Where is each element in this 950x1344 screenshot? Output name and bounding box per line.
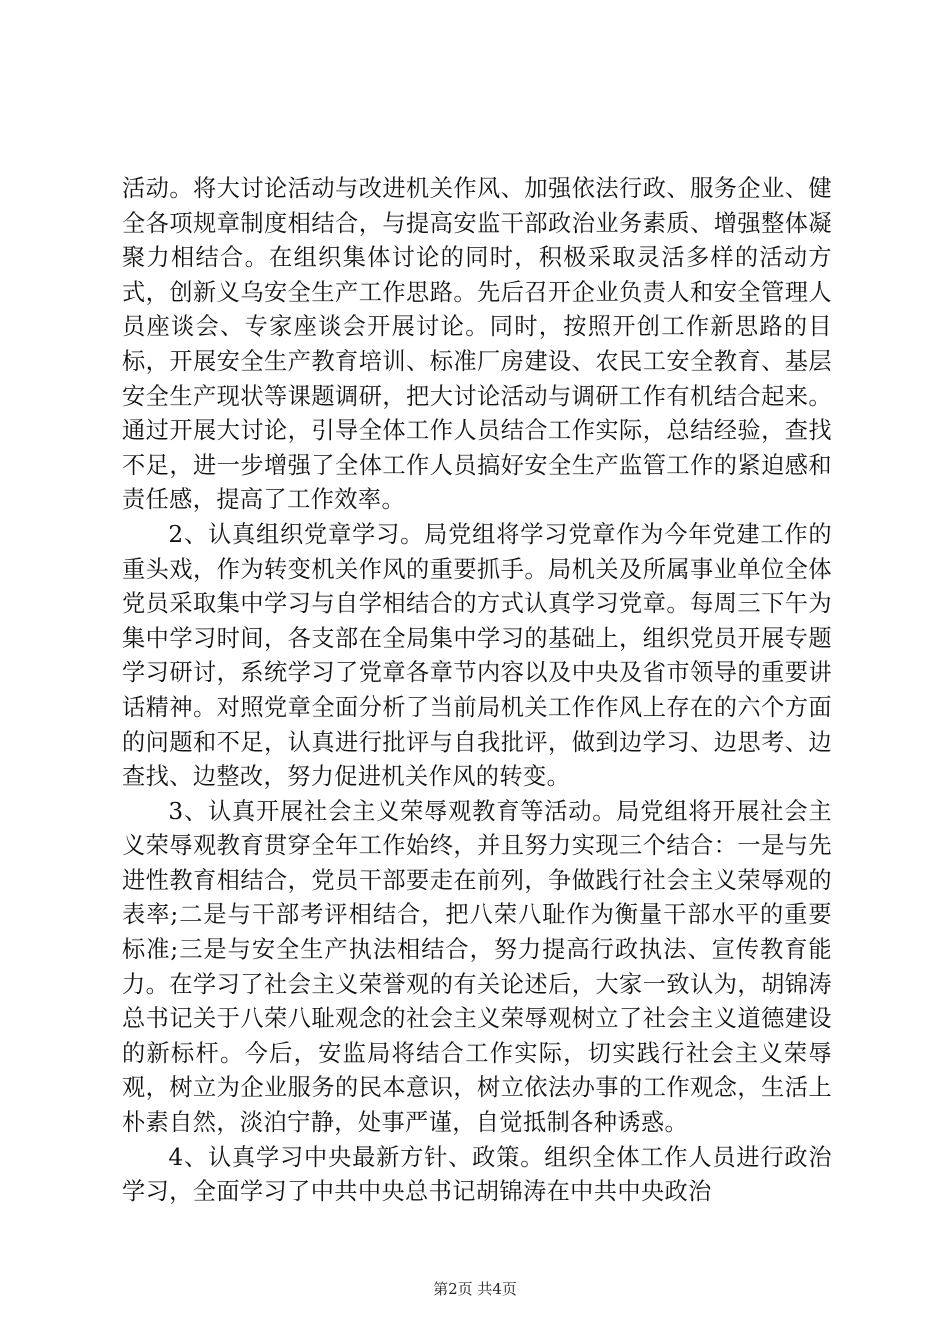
paragraph-socialist-honor-education: 3、认真开展社会主义荣辱观教育等活动。局党组将开展社会主义荣辱观教育贯穿全年工作始终，并且努力实现三个结合：一是与先进性教育相结合，党员干部要走在前列，争做践行社会主义荣辱观的表率;二是与干部考评相结合，把八荣八耻作为衡量干部水平的重要标准;三是与安全生产执法相结合，努力提高行政执法、宣传教育能力。在学习了社会主义荣誉观的有关论述后，大家一致认为，胡锦涛总书记关于八荣八耻观念的社会主义荣辱观树立了社会主义道德建设的新标杆。今后，安监局将结合工作实际，切实践行社会主义荣辱观，树立为企业服务的民本意识，树立依法办事的工作观念，生活上朴素自然，淡泊宁静，处事严谨，自觉抵制各种诱惑。 <box>122 797 832 1137</box>
document-body <box>122 172 832 1210</box>
paragraph-central-policy-study: 4、认真学习中央最新方针、政策。组织全体工作人员进行政治学习，全面学习了中共中央总书记胡锦涛在中共中央政治 <box>122 1143 832 1206</box>
page-footer <box>0 1279 950 1299</box>
page-number-label: 第2页 共4页 <box>433 1280 517 1298</box>
paragraph-continuation: 活动。将大讨论活动与改进机关作风、加强依法行政、服务企业、健全各项规章制度相结合，与提高安监干部政治业务素质、增强整体凝聚力相结合。在组织集体讨论的同时，积极采取灵活多样的活动方式，创新义乌安全生产工作思路。先后召开企业负责人和安全管理人员座谈会、专家座谈会开展讨论。同时，按照开创工作新思路的目标，开展安全生产教育培训、标准厂房建设、农民工安全教育、基层安全生产现状等课题调研，把大讨论活动与调研工作有机结合起来。通过开展大讨论，引导全体工作人员结合工作实际，总结经验，查找不足，进一步增强了全体工作人员搞好安全生产监管工作的紧迫感和责任感，提高了工作效率。 <box>122 175 832 514</box>
paragraph-party-constitution-study: 2、认真组织党章学习。局党组将学习党章作为今年党建工作的重头戏，作为转变机关作风的重要抓手。局机关及所属事业单位全体党员采取集中学习与自学相结合的方式认真学习党章。每周三下午为集中学习时间，各支部在全局集中学习的基础上，组织党员开展专题学习研讨，系统学习了党章各章节内容以及中央及省市领导的重要讲话精神。对照党章全面分析了当前局机关工作作风上存在的六个方面的问题和不足，认真进行批评与自我批评，做到边学习、边思考、边查找、边整改，努力促进机关作风的转变。 <box>122 520 832 791</box>
